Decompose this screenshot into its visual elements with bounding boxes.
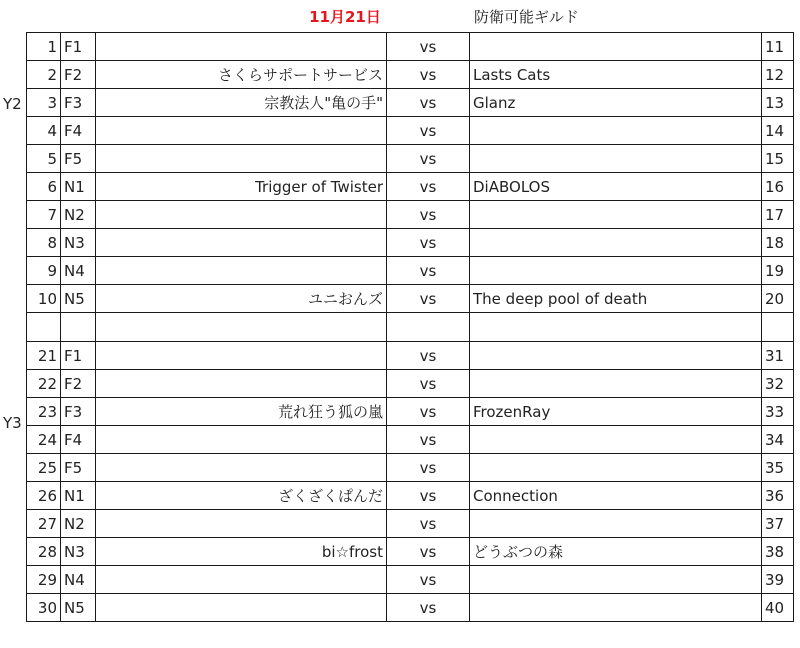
match-number-cell[interactable]: 1 <box>27 33 61 61</box>
match-number-cell[interactable]: 26 <box>27 482 61 510</box>
slot-code-cell[interactable]: F4 <box>61 426 96 454</box>
slot-code-cell[interactable]: N4 <box>61 566 96 594</box>
table-row <box>27 370 794 398</box>
match-number-cell[interactable]: 25 <box>27 454 61 482</box>
home-guild-cell[interactable]: ユニおんズ <box>96 285 387 313</box>
away-guild-cell[interactable] <box>470 201 762 229</box>
slot-code-cell[interactable]: N5 <box>61 285 96 313</box>
opponent-number-cell[interactable]: 31 <box>762 342 794 370</box>
away-guild-cell[interactable] <box>470 33 762 61</box>
vs-label-cell[interactable]: vs <box>387 566 470 594</box>
table-row <box>27 426 794 454</box>
opponent-number-cell[interactable]: 14 <box>762 117 794 145</box>
table-row <box>27 482 794 510</box>
opponent-number-cell[interactable]: 11 <box>762 33 794 61</box>
match-number-cell[interactable]: 24 <box>27 426 61 454</box>
away-guild-cell[interactable]: FrozenRay <box>470 398 762 426</box>
table-row <box>27 257 794 285</box>
away-guild-cell[interactable]: DiABOLOS <box>470 173 762 201</box>
empty-cell[interactable] <box>387 313 470 342</box>
empty-cell[interactable] <box>762 313 794 342</box>
table-row <box>27 285 794 313</box>
vs-label-cell[interactable]: vs <box>387 229 470 257</box>
match-number-cell[interactable]: 9 <box>27 257 61 285</box>
table-row <box>27 594 794 622</box>
away-guild-cell[interactable] <box>470 229 762 257</box>
slot-code-cell[interactable]: N1 <box>61 173 96 201</box>
away-guild-cell[interactable] <box>470 566 762 594</box>
table-row <box>27 342 794 370</box>
opponent-number-cell[interactable]: 18 <box>762 229 794 257</box>
table-row <box>27 117 794 145</box>
opponent-number-cell[interactable]: 40 <box>762 594 794 622</box>
vs-label-cell[interactable]: vs <box>387 285 470 313</box>
home-guild-cell[interactable] <box>96 33 387 61</box>
table-row <box>27 454 794 482</box>
slot-code-cell[interactable]: F2 <box>61 370 96 398</box>
away-guild-cell[interactable]: Lasts Cats <box>470 61 762 89</box>
home-guild-cell[interactable]: さくらサポートサービス <box>96 61 387 89</box>
sheet-title: 防衛可能ギルド <box>474 8 579 26</box>
opponent-number-cell[interactable]: 37 <box>762 510 794 538</box>
opponent-number-cell[interactable]: 39 <box>762 566 794 594</box>
table-row <box>27 229 794 257</box>
opponent-number-cell[interactable]: 19 <box>762 257 794 285</box>
vs-label-cell[interactable]: vs <box>387 201 470 229</box>
vs-label-cell[interactable]: vs <box>387 33 470 61</box>
vs-label-cell[interactable]: vs <box>387 145 470 173</box>
match-table <box>26 32 794 622</box>
home-guild-cell[interactable]: 宗教法人"亀の手" <box>96 89 387 117</box>
away-guild-cell[interactable] <box>470 342 762 370</box>
table-row <box>27 510 794 538</box>
away-guild-cell[interactable] <box>470 426 762 454</box>
home-guild-cell[interactable] <box>96 145 387 173</box>
opponent-number-cell[interactable]: 36 <box>762 482 794 510</box>
match-number-cell[interactable]: 7 <box>27 201 61 229</box>
slot-code-cell[interactable]: N3 <box>61 538 96 566</box>
table-row <box>27 566 794 594</box>
match-number-cell[interactable]: 23 <box>27 398 61 426</box>
vs-label-cell[interactable]: vs <box>387 398 470 426</box>
home-guild-cell[interactable]: 荒れ狂う狐の嵐 <box>96 398 387 426</box>
away-guild-cell[interactable]: Connection <box>470 482 762 510</box>
opponent-number-cell[interactable]: 17 <box>762 201 794 229</box>
table-row <box>27 173 794 201</box>
slot-code-cell[interactable]: N2 <box>61 201 96 229</box>
spacer-row <box>27 313 794 342</box>
opponent-number-cell[interactable]: 16 <box>762 173 794 201</box>
home-guild-cell[interactable]: ざくざくぱんだ <box>96 482 387 510</box>
table-row <box>27 61 794 89</box>
match-number-cell[interactable]: 10 <box>27 285 61 313</box>
opponent-number-cell[interactable]: 15 <box>762 145 794 173</box>
slot-code-cell[interactable]: N1 <box>61 482 96 510</box>
empty-cell[interactable] <box>470 313 762 342</box>
slot-code-cell[interactable]: F2 <box>61 61 96 89</box>
opponent-number-cell[interactable]: 13 <box>762 89 794 117</box>
match-number-cell[interactable]: 5 <box>27 145 61 173</box>
home-guild-cell[interactable] <box>96 117 387 145</box>
table-row <box>27 33 794 61</box>
match-number-cell[interactable]: 6 <box>27 173 61 201</box>
away-guild-cell[interactable]: どうぶつの森 <box>470 538 762 566</box>
away-guild-cell[interactable] <box>470 117 762 145</box>
home-guild-cell[interactable] <box>96 257 387 285</box>
match-number-cell[interactable]: 29 <box>27 566 61 594</box>
vs-label-cell[interactable]: vs <box>387 89 470 117</box>
vs-label-cell[interactable]: vs <box>387 594 470 622</box>
home-guild-cell[interactable] <box>96 201 387 229</box>
opponent-number-cell[interactable]: 38 <box>762 538 794 566</box>
empty-cell[interactable] <box>27 313 61 342</box>
table-row <box>27 538 794 566</box>
slot-code-cell[interactable]: F4 <box>61 117 96 145</box>
group-label-y2: Y2 <box>3 95 22 113</box>
slot-code-cell[interactable]: N5 <box>61 594 96 622</box>
home-guild-cell[interactable]: bi☆frost <box>96 538 387 566</box>
home-guild-cell[interactable] <box>96 426 387 454</box>
table-row <box>27 201 794 229</box>
slot-code-cell[interactable]: N4 <box>61 257 96 285</box>
table-row <box>27 145 794 173</box>
match-number-cell[interactable]: 3 <box>27 89 61 117</box>
home-guild-cell[interactable] <box>96 370 387 398</box>
match-number-cell[interactable]: 4 <box>27 117 61 145</box>
opponent-number-cell[interactable]: 34 <box>762 426 794 454</box>
vs-label-cell[interactable]: vs <box>387 342 470 370</box>
slot-code-cell[interactable]: F3 <box>61 398 96 426</box>
away-guild-cell[interactable] <box>470 145 762 173</box>
away-guild-cell[interactable]: Glanz <box>470 89 762 117</box>
opponent-number-cell[interactable]: 12 <box>762 61 794 89</box>
vs-label-cell[interactable]: vs <box>387 454 470 482</box>
away-guild-cell[interactable] <box>470 257 762 285</box>
match-number-cell[interactable]: 30 <box>27 594 61 622</box>
slot-code-cell[interactable]: F3 <box>61 89 96 117</box>
slot-code-cell[interactable]: F5 <box>61 145 96 173</box>
match-number-cell[interactable]: 21 <box>27 342 61 370</box>
home-guild-cell[interactable] <box>96 454 387 482</box>
slot-code-cell[interactable]: F5 <box>61 454 96 482</box>
opponent-number-cell[interactable]: 35 <box>762 454 794 482</box>
opponent-number-cell[interactable]: 33 <box>762 398 794 426</box>
vs-label-cell[interactable]: vs <box>387 257 470 285</box>
opponent-number-cell[interactable]: 20 <box>762 285 794 313</box>
vs-label-cell[interactable]: vs <box>387 370 470 398</box>
vs-label-cell[interactable]: vs <box>387 61 470 89</box>
group-label-y3: Y3 <box>3 414 22 432</box>
match-number-cell[interactable]: 8 <box>27 229 61 257</box>
match-number-cell[interactable]: 2 <box>27 61 61 89</box>
vs-label-cell[interactable]: vs <box>387 482 470 510</box>
slot-code-cell[interactable]: F1 <box>61 342 96 370</box>
empty-cell[interactable] <box>61 313 96 342</box>
home-guild-cell[interactable] <box>96 229 387 257</box>
home-guild-cell[interactable] <box>96 510 387 538</box>
vs-label-cell[interactable]: vs <box>387 538 470 566</box>
vs-label-cell[interactable]: vs <box>387 117 470 145</box>
table-row <box>27 398 794 426</box>
away-guild-cell[interactable]: The deep pool of death <box>470 285 762 313</box>
vs-label-cell[interactable]: vs <box>387 426 470 454</box>
opponent-number-cell[interactable]: 32 <box>762 370 794 398</box>
home-guild-cell[interactable] <box>96 342 387 370</box>
empty-cell[interactable] <box>96 313 387 342</box>
home-guild-cell[interactable] <box>96 566 387 594</box>
match-number-cell[interactable]: 27 <box>27 510 61 538</box>
slot-code-cell[interactable]: F1 <box>61 33 96 61</box>
table-row <box>27 89 794 117</box>
match-number-cell[interactable]: 22 <box>27 370 61 398</box>
vs-label-cell[interactable]: vs <box>387 173 470 201</box>
home-guild-cell[interactable] <box>96 594 387 622</box>
match-number-cell[interactable]: 28 <box>27 538 61 566</box>
date-heading: 11月21日 <box>309 8 381 26</box>
slot-code-cell[interactable]: N2 <box>61 510 96 538</box>
away-guild-cell[interactable] <box>470 594 762 622</box>
slot-code-cell[interactable]: N3 <box>61 229 96 257</box>
away-guild-cell[interactable] <box>470 510 762 538</box>
away-guild-cell[interactable] <box>470 454 762 482</box>
home-guild-cell[interactable]: Trigger of Twister <box>96 173 387 201</box>
away-guild-cell[interactable] <box>470 370 762 398</box>
vs-label-cell[interactable]: vs <box>387 510 470 538</box>
